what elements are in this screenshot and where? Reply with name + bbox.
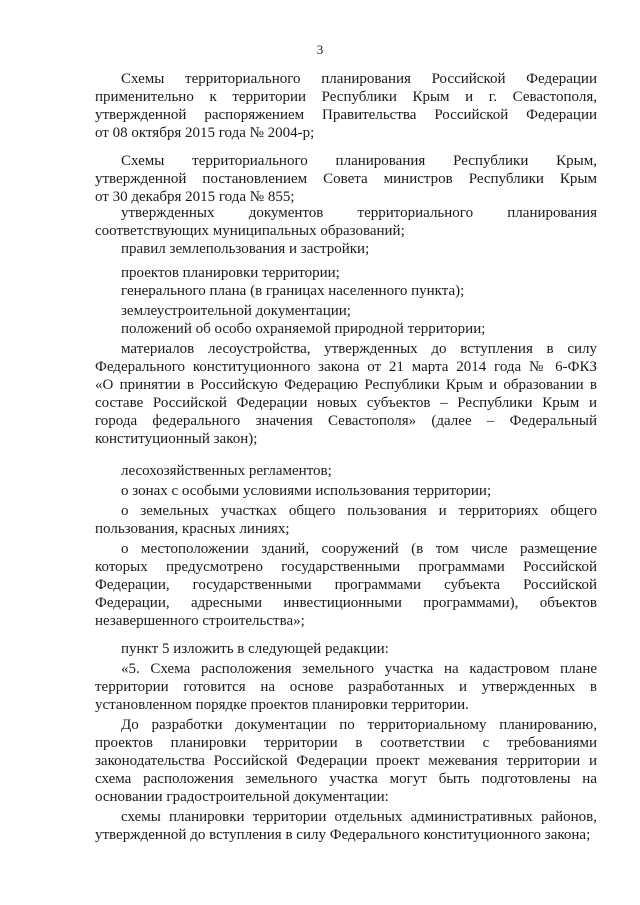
text-line: схемы планировки территории отдельных административных районов, <box>121 809 597 825</box>
text-line: которых предусмотрено государственными программами Российской <box>95 559 597 575</box>
paragraph-public-land <box>95 502 597 538</box>
paragraph-land-use-rules <box>95 240 597 258</box>
text-line: «О принятии в Российскую Федерацию Республики Крым и образовании в <box>95 377 597 393</box>
paragraph-crimea-scheme <box>95 152 597 206</box>
text-line: применительно к территории Республики Крым и г. Севастополя, <box>95 89 597 105</box>
page-number: 3 <box>316 42 324 57</box>
paragraph-federal-scheme <box>95 70 597 142</box>
text-line: «5. Схема расположения земельного участка на кадастровом плане <box>121 661 597 677</box>
text-line: о земельных участках общего пользования и территориях общего <box>121 503 597 519</box>
text-line: о зонах с особыми условиями использования территории; <box>121 483 492 499</box>
paragraph-special-zones <box>95 482 597 500</box>
paragraph-municipal-documents <box>95 204 597 240</box>
paragraph-before-documentation <box>95 716 597 806</box>
text-line: проектов планировки территории в соответствии с требованиями <box>95 735 597 751</box>
text-line: утвержденной постановлением Совета министров Республики Крым <box>95 171 597 187</box>
text-line: землеустроительной документации; <box>121 303 351 319</box>
paragraph-item5-text <box>95 660 597 714</box>
text-line: схема расположения земельного участка могут быть подготовлены на <box>95 771 597 787</box>
text-line: генерального плана (в границах населенного пункта); <box>121 283 465 299</box>
text-line: положений об особо охраняемой природной территории; <box>121 321 486 337</box>
text-line: утвержденных документов территориального планирования <box>121 205 597 221</box>
text-line: составе Российской Федерации новых субъектов – Республики Крым и <box>95 395 597 411</box>
text-line: незавершенного строительства»; <box>95 613 305 629</box>
text-line: основании градостроительной документации: <box>95 789 389 805</box>
text-line: соответствующих муниципальных образований; <box>95 223 405 239</box>
paragraph-item5-intro <box>95 640 597 658</box>
text-line: о местоположении зданий, сооружений (в том числе размещение <box>121 541 597 557</box>
text-line: конституционный закон); <box>95 431 258 447</box>
paragraph-land-documentation <box>95 302 597 320</box>
text-line: утвержденной до вступления в силу Федерального конституционного закона; <box>95 827 591 843</box>
text-line: от 08 октября 2015 года № 2004-р; <box>95 125 315 141</box>
paragraph-district-schemes <box>95 808 597 844</box>
text-line: города федерального значения Севастополя» (далее – Федеральный <box>95 413 597 429</box>
text-line: пользования, красных линиях; <box>95 521 290 537</box>
text-line: лесохозяйственных регламентов; <box>121 463 332 479</box>
text-line: от 30 декабря 2015 года № 855; <box>95 189 295 205</box>
paragraph-planning-projects <box>95 264 597 282</box>
text-line: законодательства Российской Федерации проект межевания территории и <box>95 753 597 769</box>
text-line: Схемы территориального планирования Российской Федерации <box>121 71 597 87</box>
text-line: проектов планировки территории; <box>121 265 340 281</box>
text-line: Федерации, государственными программами субъекта Российской <box>95 577 597 593</box>
text-line: До разработки документации по территориальному планированию, <box>121 717 597 733</box>
text-line: территории готовится на основе разработанных и утвержденных в <box>95 679 597 695</box>
paragraph-buildings-location <box>95 540 597 630</box>
text-line: Схемы территориального планирования Республики Крым, <box>121 153 597 169</box>
text-line: Федерации, адресными инвестиционными программами), объектов <box>95 595 597 611</box>
text-line: утвержденной распоряжением Правительства Российской Федерации <box>95 107 597 123</box>
text-line: Федерального конституционного закона от 21 марта 2014 года № 6-ФКЗ <box>95 359 597 375</box>
text-line: пункт 5 изложить в следующей редакции: <box>121 641 389 657</box>
text-line: правил землепользования и застройки; <box>121 241 370 257</box>
paragraph-forestry-regulations <box>95 462 597 480</box>
text-line: установленном порядке проектов планировки территории. <box>95 697 469 713</box>
paragraph-forest-materials <box>95 340 597 448</box>
text-line: материалов лесоустройства, утвержденных до вступления в силу <box>121 341 597 357</box>
paragraph-protected-territory <box>95 320 597 338</box>
paragraph-general-plan <box>95 282 597 300</box>
